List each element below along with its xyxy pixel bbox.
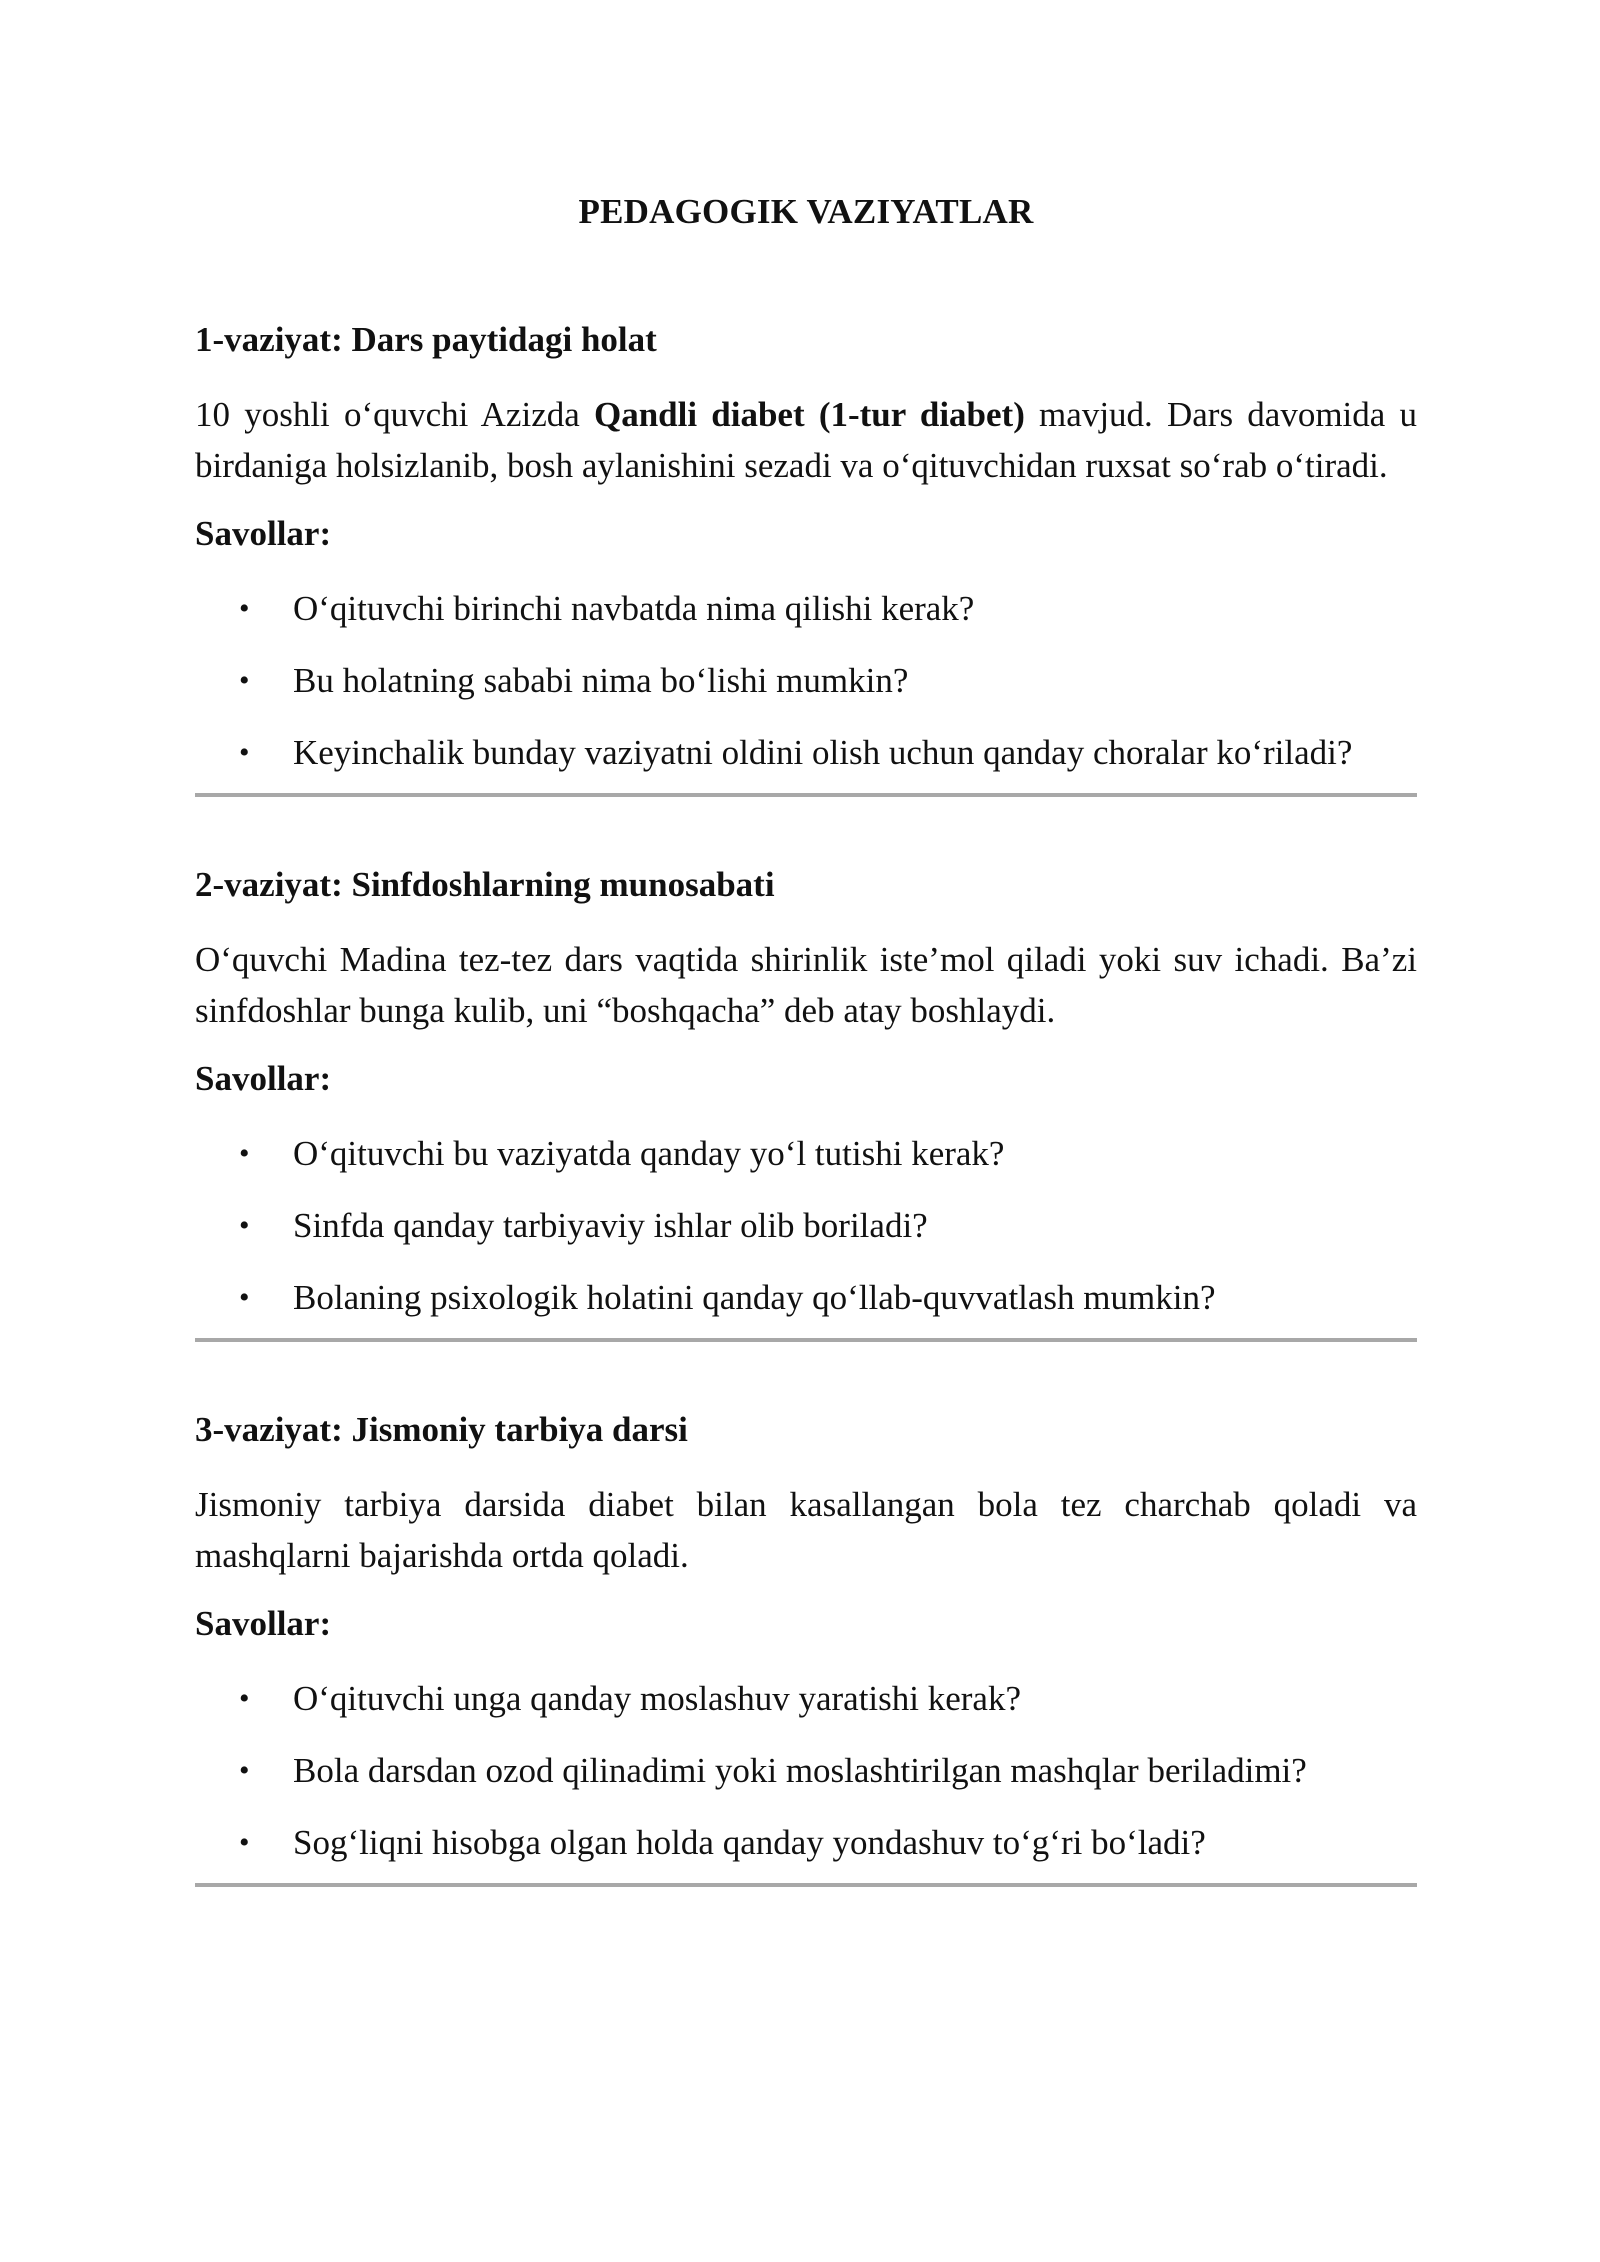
situation-section-1	[195, 318, 1417, 797]
situation-description	[195, 389, 1417, 491]
questions-label: Savollar:	[195, 514, 332, 553]
section-divider	[195, 1883, 1417, 1887]
question-item	[195, 1128, 1417, 1179]
bullet-icon: •	[239, 1682, 250, 1715]
bullet-icon: •	[239, 1281, 250, 1314]
question-text: O‘qituvchi bu vaziyatda qanday yo‘l tutishi kerak?	[293, 1134, 1005, 1173]
question-item	[195, 1272, 1417, 1323]
section-divider	[195, 1338, 1417, 1342]
situation-description: Jismoniy tarbiya darsida diabet bilan kasallangan bola tez charchab qoladi va mashqlarni bajarishda ortda qoladi.	[195, 1485, 1417, 1575]
bullet-icon: •	[239, 1209, 250, 1242]
situation-heading: 1-vaziyat: Dars paytidagi holat	[195, 320, 657, 359]
bullet-icon: •	[239, 592, 250, 625]
question-text: O‘qituvchi birinchi navbatda nima qilishi kerak?	[293, 589, 975, 628]
question-text: Bolaning psixologik holatini qanday qo‘llab-quvvatlash mumkin?	[293, 1278, 1216, 1317]
question-item	[195, 727, 1417, 778]
question-text: Bu holatning sababi nima bo‘lishi mumkin?	[293, 661, 909, 700]
question-item	[195, 1817, 1417, 1868]
bullet-icon: •	[239, 1137, 250, 1170]
question-text: Sinfda qanday tarbiyaviy ishlar olib boriladi?	[293, 1206, 928, 1245]
question-list	[195, 1673, 1417, 1868]
situation-section-3	[195, 1408, 1417, 1887]
question-item	[195, 1200, 1417, 1251]
bullet-icon: •	[239, 664, 250, 697]
bullet-icon: •	[239, 1754, 250, 1787]
bullet-icon: •	[239, 736, 250, 769]
situation-heading: 2-vaziyat: Sinfdoshlarning munosabati	[195, 865, 775, 904]
description-text: 10 yoshli o‘quvchi Azizda	[195, 395, 594, 434]
situation-section-2	[195, 863, 1417, 1342]
question-text: Keyinchalik bunday vaziyatni oldini olish uchun qanday choralar ko‘riladi?	[293, 733, 1353, 772]
situation-heading: 3-vaziyat: Jismoniy tarbiya darsi	[195, 1410, 688, 1449]
situation-description: O‘quvchi Madina tez-tez dars vaqtida shirinlik iste’mol qiladi yoki suv ichadi. Ba’zi sinfdoshlar bunga kulib, uni “boshqacha” deb atay boshlaydi.	[195, 940, 1417, 1030]
questions-label: Savollar:	[195, 1604, 332, 1643]
diagnosis-emphasis: Qandli diabet (1-tur diabet)	[593, 395, 1025, 434]
description-text: mavjud. Dars davomida u birdaniga holsizlanib, bosh aylanishini sezadi va o‘qituvchidan ruxsat so‘rab o‘tiradi.	[195, 395, 1418, 485]
questions-label: Savollar:	[195, 1059, 332, 1098]
question-item	[195, 1673, 1417, 1724]
question-text: Bola darsdan ozod qilinadimi yoki moslashtirilgan mashqlar beriladimi?	[293, 1751, 1307, 1790]
question-item	[195, 655, 1417, 706]
question-item	[195, 1745, 1417, 1796]
bullet-icon: •	[239, 1826, 250, 1859]
document-title: PEDAGOGIK VAZIYATLAR	[578, 192, 1034, 231]
question-text: Sog‘liqni hisobga olgan holda qanday yondashuv to‘g‘ri bo‘ladi?	[293, 1823, 1206, 1862]
question-list	[195, 583, 1417, 778]
section-divider	[195, 793, 1417, 797]
question-list	[195, 1128, 1417, 1323]
question-item	[195, 583, 1417, 634]
question-text: O‘qituvchi unga qanday moslashuv yaratishi kerak?	[293, 1679, 1021, 1718]
